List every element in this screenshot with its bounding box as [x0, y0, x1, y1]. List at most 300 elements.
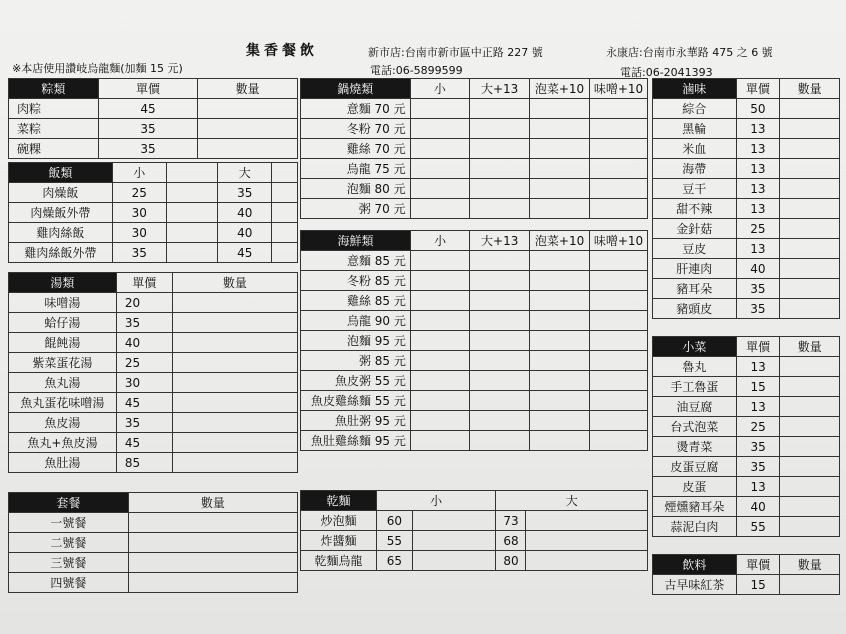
qty-cell[interactable]	[590, 351, 648, 371]
zongzi-header-row	[9, 79, 298, 99]
qty-cell[interactable]	[590, 119, 648, 139]
item-name: 菜粽	[9, 119, 99, 139]
item-name: 乾麵烏龍	[301, 551, 377, 571]
table-row	[301, 159, 648, 179]
qty-cell[interactable]	[780, 397, 840, 417]
item-name: 紫菜蛋花湯	[9, 353, 117, 373]
item-name: 黑輪	[653, 119, 737, 139]
table-row	[9, 223, 298, 243]
qty-cell[interactable]	[780, 139, 840, 159]
item-name: 碗粿	[9, 139, 99, 159]
qty-cell[interactable]	[272, 183, 298, 203]
table-row	[301, 531, 648, 551]
table-row	[9, 313, 298, 333]
qty-cell[interactable]	[172, 373, 297, 393]
pot-header-row	[301, 79, 648, 99]
item-name: 燙青菜	[653, 437, 737, 457]
item-price: 40	[736, 259, 780, 279]
item-name: 魚皮雞絲麵 55 元	[301, 391, 411, 411]
table-row	[301, 311, 648, 331]
item-name: 餛飩湯	[9, 333, 117, 353]
braised-header: 滷味	[653, 79, 737, 99]
qty-cell[interactable]	[590, 159, 648, 179]
item-name: 雞肉絲飯	[9, 223, 113, 243]
table-row	[301, 199, 648, 219]
noodle-note: ※本店使用讚岐烏龍麵(加麵 15 元)	[12, 62, 183, 75]
qty-cell[interactable]	[172, 293, 297, 313]
item-name: 魚皮湯	[9, 413, 117, 433]
drinks-table	[652, 554, 840, 595]
set-meal-table	[8, 492, 298, 593]
braised-table	[652, 78, 840, 319]
table-row	[301, 371, 648, 391]
dry-header-row	[301, 491, 648, 511]
large-price: 68	[496, 531, 526, 551]
item-price: 50	[736, 99, 780, 119]
qty-cell[interactable]	[410, 139, 470, 159]
table-row	[301, 139, 648, 159]
table-row	[9, 533, 298, 553]
qty-cell[interactable]	[470, 291, 530, 311]
qty-header: 數量	[780, 79, 840, 99]
table-row	[653, 199, 840, 219]
qty-cell[interactable]	[198, 99, 298, 119]
table-row	[9, 513, 298, 533]
qty-cell[interactable]	[780, 575, 840, 595]
item-name: 煙燻豬耳朵	[653, 497, 737, 517]
qty-cell[interactable]	[198, 119, 298, 139]
table-row	[301, 411, 648, 431]
item-price: 20	[116, 293, 172, 313]
qty-cell[interactable]	[590, 391, 648, 411]
item-name: 魯丸	[653, 357, 737, 377]
sides-header-row	[653, 337, 840, 357]
qty-cell[interactable]	[412, 551, 496, 571]
qty-cell[interactable]	[470, 119, 530, 139]
qty-cell[interactable]	[470, 411, 530, 431]
qty-cell[interactable]	[780, 99, 840, 119]
qty-cell[interactable]	[128, 553, 297, 573]
qty-cell[interactable]	[780, 357, 840, 377]
table-row	[9, 553, 298, 573]
item-name: 魚丸+魚皮湯	[9, 433, 117, 453]
pot-noodle-header: 鍋燒類	[301, 79, 411, 99]
qty-cell[interactable]	[470, 139, 530, 159]
price-header: 單價	[116, 273, 172, 293]
qty-header: 數量	[780, 337, 840, 357]
item-name: 米血	[653, 139, 737, 159]
item-name: 味噌湯	[9, 293, 117, 313]
kimchi-header: 泡菜+10	[530, 79, 590, 99]
small-header: 小	[410, 79, 470, 99]
qty-cell[interactable]	[410, 371, 469, 391]
qty-cell[interactable]	[530, 311, 590, 331]
branch2-phone: 電話:06-2041393	[620, 66, 713, 79]
qty-cell[interactable]	[530, 411, 590, 431]
dry-noodle-header: 乾麵	[301, 491, 377, 511]
qty-cell[interactable]	[590, 199, 648, 219]
item-price: 25	[116, 353, 172, 373]
item-name: 魚肚粥 95 元	[301, 411, 411, 431]
item-name: 台式泡菜	[653, 417, 737, 437]
item-name: 冬粉 70 元	[301, 119, 411, 139]
qty-cell[interactable]	[530, 331, 590, 351]
item-name: 雞絲 85 元	[301, 291, 411, 311]
item-price: 13	[736, 159, 780, 179]
large-header: 大	[496, 491, 648, 511]
qty-cell[interactable]	[780, 417, 840, 437]
qty-cell[interactable]	[198, 139, 298, 159]
table-row	[653, 299, 840, 319]
qty-cell[interactable]	[590, 251, 648, 271]
item-name: 肉燥飯外帶	[9, 203, 113, 223]
qty-cell[interactable]	[590, 311, 648, 331]
table-row	[9, 333, 298, 353]
miso-header: 味噌+10	[590, 231, 648, 251]
branch2-address: 永康店:台南市永華路 475 之 6 號	[606, 46, 773, 59]
small-header: 小	[410, 231, 469, 251]
qty-cell[interactable]	[166, 243, 218, 263]
qty-cell[interactable]	[412, 511, 496, 531]
table-row	[653, 457, 840, 477]
qty-cell[interactable]	[470, 179, 530, 199]
item-name: 雞肉絲飯外帶	[9, 243, 113, 263]
item-name: 烏龍 90 元	[301, 311, 411, 331]
kimchi-header: 泡菜+10	[530, 231, 590, 251]
qty-cell[interactable]	[590, 331, 648, 351]
qty-cell[interactable]	[470, 351, 530, 371]
qty-cell[interactable]	[172, 353, 297, 373]
item-price: 35	[736, 299, 780, 319]
table-row	[653, 417, 840, 437]
qty-cell[interactable]	[410, 159, 470, 179]
large-header: 大+13	[470, 79, 530, 99]
qty-cell[interactable]	[780, 457, 840, 477]
item-name: 炒泡麵	[301, 511, 377, 531]
item-name: 一號餐	[9, 513, 129, 533]
item-name: 意麵 70 元	[301, 99, 411, 119]
table-row	[9, 393, 298, 413]
table-row	[653, 259, 840, 279]
qty-cell[interactable]	[530, 371, 590, 391]
table-row	[301, 271, 648, 291]
drinks-header-row	[653, 555, 840, 575]
qty-cell[interactable]	[410, 331, 469, 351]
table-row	[653, 437, 840, 457]
item-price: 13	[736, 119, 780, 139]
item-price: 40	[116, 333, 172, 353]
soup-header: 湯類	[9, 273, 117, 293]
qty-cell[interactable]	[410, 271, 469, 291]
table-row	[9, 99, 298, 119]
item-price: 15	[736, 377, 780, 397]
table-row	[9, 573, 298, 593]
qty-cell[interactable]	[780, 377, 840, 397]
large-price: 45	[218, 243, 272, 263]
table-row	[653, 159, 840, 179]
qty-cell[interactable]	[530, 271, 590, 291]
qty-cell[interactable]	[590, 291, 648, 311]
table-row	[301, 99, 648, 119]
seafood-header-row	[301, 231, 648, 251]
qty-cell[interactable]	[470, 331, 530, 351]
table-row	[653, 219, 840, 239]
table-row	[9, 243, 298, 263]
item-name: 古早味紅茶	[653, 575, 737, 595]
small-price: 30	[112, 223, 166, 243]
qty-cell[interactable]	[590, 271, 648, 291]
qty-cell[interactable]	[530, 99, 590, 119]
qty-cell[interactable]	[590, 411, 648, 431]
item-name: 泡麵 95 元	[301, 331, 411, 351]
qty-cell[interactable]	[410, 179, 470, 199]
item-price: 45	[116, 433, 172, 453]
qty-cell[interactable]	[530, 251, 590, 271]
table-row	[653, 497, 840, 517]
qty-cell[interactable]	[780, 477, 840, 497]
item-name: 手工魯蛋	[653, 377, 737, 397]
zongzi-table	[8, 78, 298, 159]
zongzi-header: 粽類	[9, 79, 99, 99]
item-name: 粥 85 元	[301, 351, 411, 371]
set-header-row	[9, 493, 298, 513]
qty-cell[interactable]	[530, 159, 590, 179]
item-name: 油豆腐	[653, 397, 737, 417]
qty-cell[interactable]	[410, 351, 469, 371]
qty-header: 數量	[128, 493, 297, 513]
large-price: 40	[218, 203, 272, 223]
qty-cell[interactable]	[166, 203, 218, 223]
item-price: 45	[116, 393, 172, 413]
item-name: 蒜泥白肉	[653, 517, 737, 537]
item-name: 皮蛋豆腐	[653, 457, 737, 477]
item-name: 肝連肉	[653, 259, 737, 279]
qty-cell[interactable]	[780, 437, 840, 457]
qty-cell[interactable]	[166, 223, 218, 243]
table-row	[9, 139, 298, 159]
table-row	[9, 119, 298, 139]
qty-cell[interactable]	[470, 431, 530, 451]
qty-cell[interactable]	[530, 199, 590, 219]
table-row	[301, 551, 648, 571]
item-name: 魚肚雞絲麵 95 元	[301, 431, 411, 451]
price-header: 單價	[98, 79, 198, 99]
item-name: 泡麵 80 元	[301, 179, 411, 199]
item-name: 二號餐	[9, 533, 129, 553]
small-price: 65	[376, 551, 412, 571]
rice-header: 飯類	[9, 163, 113, 183]
qty-cell[interactable]	[172, 313, 297, 333]
small-price: 55	[376, 531, 412, 551]
item-name: 粥 70 元	[301, 199, 411, 219]
item-name: 豆干	[653, 179, 737, 199]
table-row	[653, 279, 840, 299]
qty-cell[interactable]	[780, 279, 840, 299]
price-header: 單價	[736, 555, 780, 575]
table-row	[653, 477, 840, 497]
item-name: 烏龍 75 元	[301, 159, 411, 179]
qty-cell[interactable]	[590, 139, 648, 159]
item-name: 皮蛋	[653, 477, 737, 497]
qty-cell[interactable]	[530, 351, 590, 371]
qty-cell[interactable]	[172, 433, 297, 453]
item-price: 13	[736, 139, 780, 159]
qty-cell[interactable]	[410, 99, 470, 119]
qty-cell[interactable]	[172, 413, 297, 433]
item-name: 綜合	[653, 99, 737, 119]
qty-cell[interactable]	[272, 203, 298, 223]
qty-header: 數量	[780, 555, 840, 575]
miso-header: 味噌+10	[590, 79, 648, 99]
qty-cell[interactable]	[272, 243, 298, 263]
item-name: 炸醬麵	[301, 531, 377, 551]
qty-cell[interactable]	[530, 431, 590, 451]
qty-cell[interactable]	[470, 159, 530, 179]
item-price: 55	[736, 517, 780, 537]
table-row	[9, 413, 298, 433]
large-price: 73	[496, 511, 526, 531]
qty-cell[interactable]	[470, 391, 530, 411]
qty-cell[interactable]	[410, 291, 469, 311]
item-price: 35	[98, 139, 198, 159]
item-name: 豬耳朵	[653, 279, 737, 299]
qty-cell[interactable]	[470, 99, 530, 119]
item-name: 四號餐	[9, 573, 129, 593]
qty-cell[interactable]	[590, 371, 648, 391]
item-price: 25	[736, 417, 780, 437]
qty-cell[interactable]	[410, 431, 469, 451]
table-row	[301, 291, 648, 311]
qty-cell[interactable]	[470, 199, 530, 219]
branch1-address: 新市店:台南市新市區中正路 227 號	[368, 46, 543, 59]
item-price: 13	[736, 477, 780, 497]
item-name: 魚丸湯	[9, 373, 117, 393]
item-price: 13	[736, 199, 780, 219]
qty-cell[interactable]	[780, 517, 840, 537]
qty-cell[interactable]	[410, 411, 469, 431]
table-row	[653, 179, 840, 199]
qty-cell[interactable]	[530, 179, 590, 199]
qty-cell[interactable]	[412, 531, 496, 551]
qty-cell[interactable]	[166, 183, 218, 203]
table-row	[9, 203, 298, 223]
qty-cell[interactable]	[470, 251, 530, 271]
braised-header-row	[653, 79, 840, 99]
qty-cell[interactable]	[172, 393, 297, 413]
item-name: 豆皮	[653, 239, 737, 259]
item-name: 甜不辣	[653, 199, 737, 219]
table-row	[301, 251, 648, 271]
qty-cell[interactable]	[526, 531, 648, 551]
qty-cell[interactable]	[780, 199, 840, 219]
small-header: 小	[112, 163, 166, 183]
qty-cell[interactable]	[590, 431, 648, 451]
table-row	[301, 431, 648, 451]
item-name: 豬頭皮	[653, 299, 737, 319]
qty-cell[interactable]	[272, 223, 298, 243]
item-name: 魚丸蛋花味噌湯	[9, 393, 117, 413]
qty-cell[interactable]	[526, 511, 648, 531]
table-row	[301, 179, 648, 199]
qty-cell[interactable]	[530, 291, 590, 311]
set-header: 套餐	[9, 493, 129, 513]
qty-cell[interactable]	[470, 271, 530, 291]
large-price: 80	[496, 551, 526, 571]
item-price: 13	[736, 397, 780, 417]
item-name: 蛤仔湯	[9, 313, 117, 333]
table-row	[653, 397, 840, 417]
item-price: 15	[736, 575, 780, 595]
item-name: 魚肚湯	[9, 453, 117, 473]
qty-header: 數量	[172, 273, 297, 293]
item-name: 冬粉 85 元	[301, 271, 411, 291]
small-qty-header	[166, 163, 218, 183]
table-row	[9, 453, 298, 473]
qty-cell[interactable]	[128, 573, 297, 593]
qty-cell[interactable]	[590, 179, 648, 199]
qty-cell[interactable]	[780, 219, 840, 239]
qty-cell[interactable]	[780, 179, 840, 199]
table-row	[653, 139, 840, 159]
small-price: 35	[112, 243, 166, 263]
small-header: 小	[376, 491, 496, 511]
qty-cell[interactable]	[172, 453, 297, 473]
table-row	[9, 433, 298, 453]
qty-cell[interactable]	[530, 139, 590, 159]
side-dish-table	[652, 336, 840, 537]
large-header: 大+13	[470, 231, 530, 251]
small-price: 25	[112, 183, 166, 203]
qty-cell[interactable]	[780, 239, 840, 259]
pot-noodle-table	[300, 78, 648, 219]
qty-cell[interactable]	[172, 333, 297, 353]
table-row	[9, 293, 298, 313]
item-price: 25	[736, 219, 780, 239]
qty-cell[interactable]	[780, 159, 840, 179]
qty-cell[interactable]	[410, 199, 470, 219]
item-price: 13	[736, 357, 780, 377]
item-name: 海帶	[653, 159, 737, 179]
shop-name: 集香餐飲	[246, 43, 318, 59]
qty-cell[interactable]	[780, 299, 840, 319]
qty-cell[interactable]	[410, 311, 469, 331]
qty-cell[interactable]	[780, 497, 840, 517]
large-price: 40	[218, 223, 272, 243]
qty-cell[interactable]	[780, 259, 840, 279]
table-row	[653, 119, 840, 139]
qty-cell[interactable]	[530, 119, 590, 139]
qty-cell[interactable]	[410, 251, 469, 271]
qty-cell[interactable]	[530, 391, 590, 411]
qty-cell[interactable]	[470, 311, 530, 331]
qty-cell[interactable]	[780, 119, 840, 139]
soup-table	[8, 272, 298, 473]
qty-cell[interactable]	[470, 371, 530, 391]
item-price: 35	[116, 313, 172, 333]
table-row	[301, 391, 648, 411]
soup-header-row	[9, 273, 298, 293]
qty-cell[interactable]	[410, 391, 469, 411]
item-price: 85	[116, 453, 172, 473]
qty-cell[interactable]	[128, 513, 297, 533]
qty-cell[interactable]	[410, 119, 470, 139]
item-name: 三號餐	[9, 553, 129, 573]
qty-cell[interactable]	[590, 99, 648, 119]
branch1-phone: 電話:06-5899599	[370, 64, 463, 77]
qty-cell[interactable]	[128, 533, 297, 553]
qty-cell[interactable]	[526, 551, 648, 571]
table-row	[9, 353, 298, 373]
